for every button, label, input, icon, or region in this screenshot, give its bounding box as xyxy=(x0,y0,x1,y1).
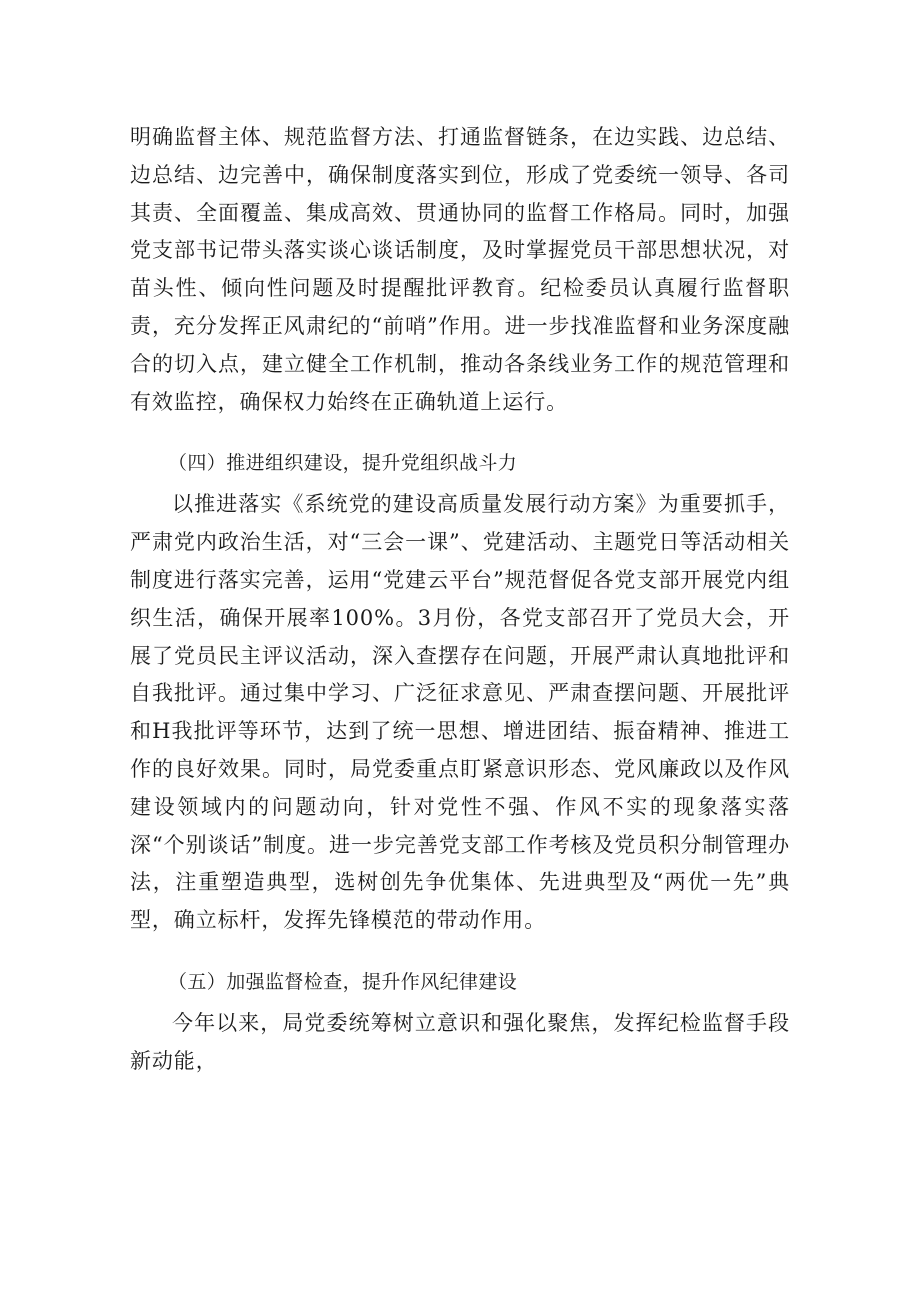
paragraph-discipline-supervision: 今年以来，局党委统筹树立意识和强化聚焦，发挥纪检监督手段新动能， xyxy=(130,1010,790,1073)
paragraph-supervision-continued: 明确监督主体、规范监督方法、打通监督链条，在边实践、边总结、边总结、边完善中，确保制度落实到位，形成了党委统一领导、各司其责、全面覆盖、集成高效、贯通协同的监督工作格局。同时，加强党支部书记带头落实谈心谈话制度，及时掌握党员干部思想状况，对苗头性、倾向性问题及时提醒批评教育。纪检委员认真履行监督职责，充分发挥正风肃纪的“前哨”作用。进一步找准监督和业务深度融合的切入点，建立健全工作机制，推动各条线业务工作的规范管理和有效监控，确保权力始终在正确轨道上运行。 xyxy=(130,125,790,414)
spacer xyxy=(130,421,790,445)
paragraph-organization-building: 以推进落实《系统党的建设高质量发展行动方案》为重要抓手，严肃党内政治生活，对“三会一课”、党建活动、主题党日等活动相关制度进行落实完善，运用“党建云平台”规范督促各党支部开展党内组织生活，确保开展率100%。3月份，各党支部召开了党员大会，开展了党员民主评议活动，深入查摆存在问题，开展严肃认真地批评和自我批评。通过集中学习、广泛征求意见、严肃查摆问题、开展批评和H我批评等环节，达到了统一思想、增进团结、振奋精神、推进工作的良好效果。同时，局党委重点盯紧意识形态、党风廉政以及作风建设领域内的问题动向，针对党性不强、作风不实的现象落实落深“个别谈话”制度。进一步完善党支部工作考核及党员积分制管理办法，注重塑造典型，选树创先争优集体、先进典型及“两优一先”典型，确立标杆，发挥先锋模范的带动作用。 xyxy=(130,492,790,933)
spacer xyxy=(130,940,790,964)
section-heading-5: （五）加强监督检查，提升作风纪律建设 xyxy=(168,970,518,993)
section-heading-4: （四）推进组织建设，提升党组织战斗力 xyxy=(168,452,518,475)
